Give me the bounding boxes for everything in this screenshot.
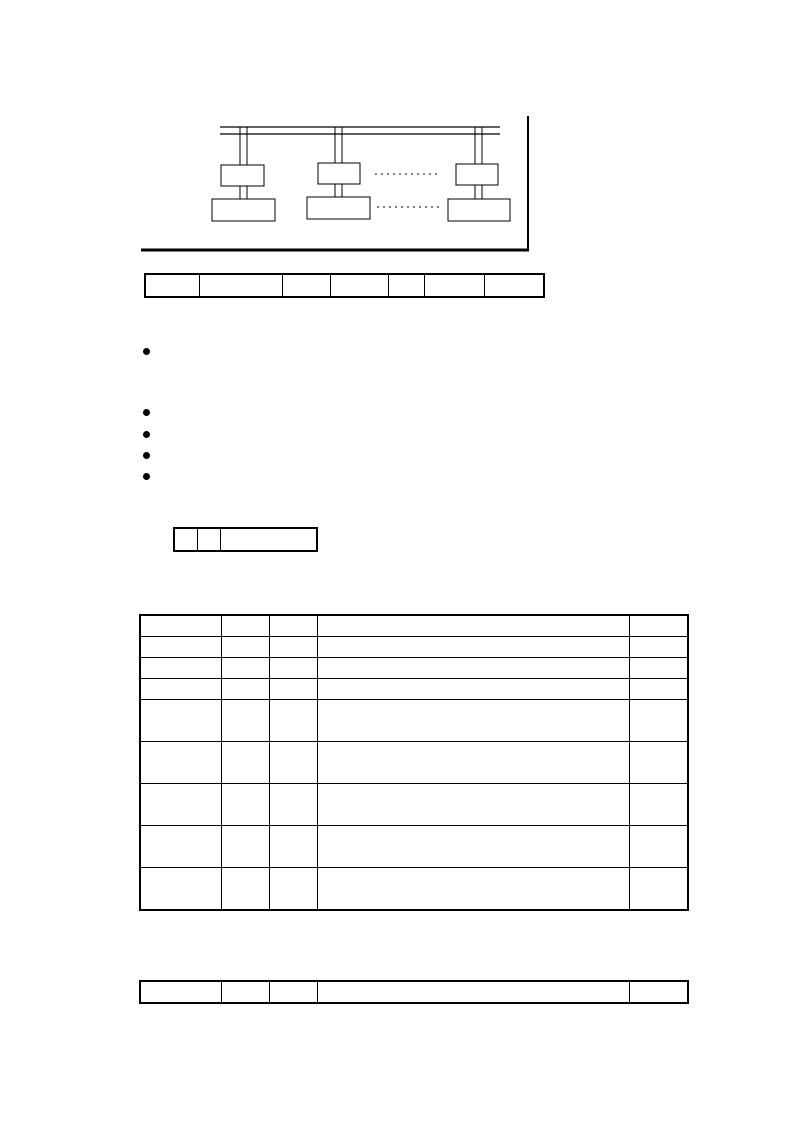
table-cell	[269, 742, 317, 784]
table-cell	[140, 679, 221, 700]
table-cell	[630, 868, 688, 911]
table-row	[140, 826, 688, 868]
table-row	[140, 615, 688, 637]
table-cell	[269, 868, 317, 911]
bus-topology-diagram	[140, 110, 532, 256]
bullet-marker	[143, 431, 150, 438]
table-cell	[630, 637, 688, 658]
table-cell	[630, 658, 688, 679]
table-cell	[269, 826, 317, 868]
table-row	[140, 742, 688, 784]
node-1-device	[212, 199, 275, 221]
table-cell	[630, 615, 688, 637]
table-cell	[318, 981, 630, 1003]
frame-field	[145, 274, 199, 297]
small-frame-field	[198, 528, 221, 551]
frame-field	[330, 274, 389, 297]
table-cell	[140, 658, 221, 679]
table-cell	[140, 700, 221, 742]
node-n-device	[448, 199, 510, 221]
node-1-interface	[221, 165, 264, 186]
frame-field	[425, 274, 485, 297]
table-cell	[221, 679, 269, 700]
table-cell	[318, 658, 630, 679]
small-frame-field	[221, 528, 318, 551]
bullet-marker	[143, 348, 150, 355]
table-cell	[630, 679, 688, 700]
table-row	[140, 981, 688, 1003]
table-cell	[318, 615, 630, 637]
register-table	[139, 614, 689, 911]
table-cell	[221, 868, 269, 911]
table-cell	[269, 637, 317, 658]
table-cell	[221, 658, 269, 679]
frame-field	[199, 274, 282, 297]
frame-field	[282, 274, 330, 297]
table-cell	[318, 826, 630, 868]
table-cell	[221, 981, 269, 1003]
table-cell	[221, 637, 269, 658]
table-row	[140, 679, 688, 700]
table-cell	[221, 826, 269, 868]
table-cell	[269, 615, 317, 637]
table-cell	[318, 637, 630, 658]
table-row	[140, 784, 688, 826]
table-cell	[269, 784, 317, 826]
frame-field	[389, 274, 425, 297]
table-cell	[140, 615, 221, 637]
table-cell	[269, 679, 317, 700]
table-cell	[140, 784, 221, 826]
bullet-marker	[143, 473, 150, 480]
table-cell	[221, 700, 269, 742]
bullet-marker	[143, 452, 150, 459]
table-row	[140, 700, 688, 742]
table-cell	[221, 615, 269, 637]
table-cell	[318, 784, 630, 826]
table-cell	[318, 679, 630, 700]
node-n-interface	[456, 164, 498, 185]
node-2-interface	[318, 163, 360, 184]
table-cell	[269, 981, 317, 1003]
bullet-marker	[143, 409, 150, 416]
table-cell	[269, 700, 317, 742]
table-row	[140, 868, 688, 911]
table-cell	[630, 700, 688, 742]
table-cell	[318, 700, 630, 742]
table-cell	[318, 868, 630, 911]
frame-format-strip	[144, 273, 545, 298]
frame-field	[485, 274, 544, 297]
table-cell	[140, 637, 221, 658]
table-cell	[221, 784, 269, 826]
table-cell	[269, 658, 317, 679]
table-cell	[140, 826, 221, 868]
table-cell	[140, 868, 221, 911]
node-2-device	[307, 197, 370, 219]
table-row	[140, 658, 688, 679]
table-cell	[140, 742, 221, 784]
table-cell	[221, 742, 269, 784]
table-cell	[630, 784, 688, 826]
table-cell	[630, 826, 688, 868]
small-frame-strip	[173, 527, 318, 552]
table-cell	[630, 981, 688, 1003]
table-cell	[140, 981, 221, 1003]
table-cell	[318, 742, 630, 784]
table-row	[140, 637, 688, 658]
register-table-continuation	[139, 980, 689, 1004]
small-frame-field	[174, 528, 198, 551]
table-cell	[630, 742, 688, 784]
